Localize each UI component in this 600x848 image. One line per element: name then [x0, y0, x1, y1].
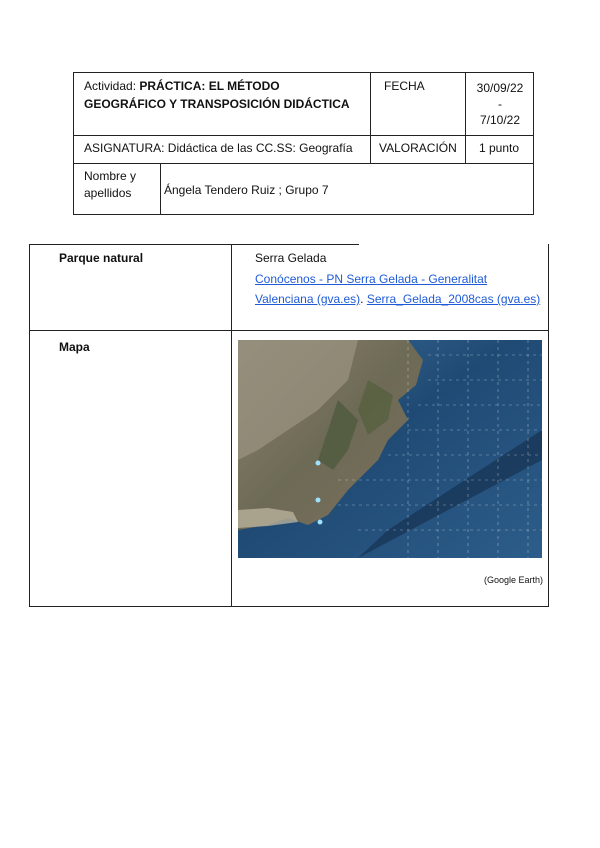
- nombre-label-line1: Nombre y: [84, 169, 137, 183]
- fecha-end: 7/10/22: [479, 113, 521, 127]
- map-credit: (Google Earth): [483, 575, 543, 585]
- divider: [29, 606, 549, 607]
- divider: [231, 244, 232, 607]
- activity-title-line2: GEOGRÁFICO Y TRANSPOSICIÓN DIDÁCTICA: [84, 97, 350, 111]
- asignatura-text: ASIGNATURA: Didáctica de las CC.SS: Geografía: [84, 141, 353, 155]
- divider: [74, 163, 533, 164]
- nombre-label-line2: apellidos: [84, 186, 132, 200]
- valoracion-value: 1 punto: [479, 141, 520, 155]
- map-svg: [238, 340, 542, 558]
- activity-prefix: Actividad:: [84, 79, 140, 93]
- fecha-value: [466, 77, 534, 131]
- mapa-label: Mapa: [59, 340, 90, 354]
- link-conocenos-line2: Valenciana (gva.es): [255, 292, 361, 306]
- divider: [548, 244, 549, 607]
- divider: [160, 163, 161, 215]
- nombre-label: [84, 168, 136, 202]
- activity-header-table: [73, 72, 534, 215]
- parque-label: Parque natural: [59, 251, 144, 265]
- divider: [29, 330, 549, 331]
- activity-title-line1: PRÁCTICA: EL MÉTODO: [139, 79, 280, 93]
- satellite-map-image: [238, 340, 542, 558]
- parque-links: [255, 269, 547, 309]
- fecha-label: FECHA: [384, 79, 425, 93]
- fecha-separator: -: [498, 97, 502, 111]
- parque-name: Serra Gelada: [255, 251, 327, 265]
- link-separator: .: [360, 292, 367, 306]
- link-conocenos-line1: Conócenos - PN Serra Gelada - Generalitat: [255, 272, 488, 286]
- park-info-table: [29, 244, 549, 607]
- divider: [370, 73, 371, 163]
- nombre-value: Ángela Tendero Ruiz ; Grupo 7: [164, 183, 329, 197]
- activity-title: [84, 77, 369, 113]
- divider: [29, 244, 359, 245]
- divider: [29, 244, 30, 607]
- valoracion-label: VALORACIÓN: [379, 141, 457, 155]
- link-serra-gelada-pdf[interactable]: Serra_Gelada_2008cas (gva.es): [366, 292, 541, 306]
- fecha-start: 30/09/22: [476, 81, 524, 95]
- divider: [74, 135, 533, 136]
